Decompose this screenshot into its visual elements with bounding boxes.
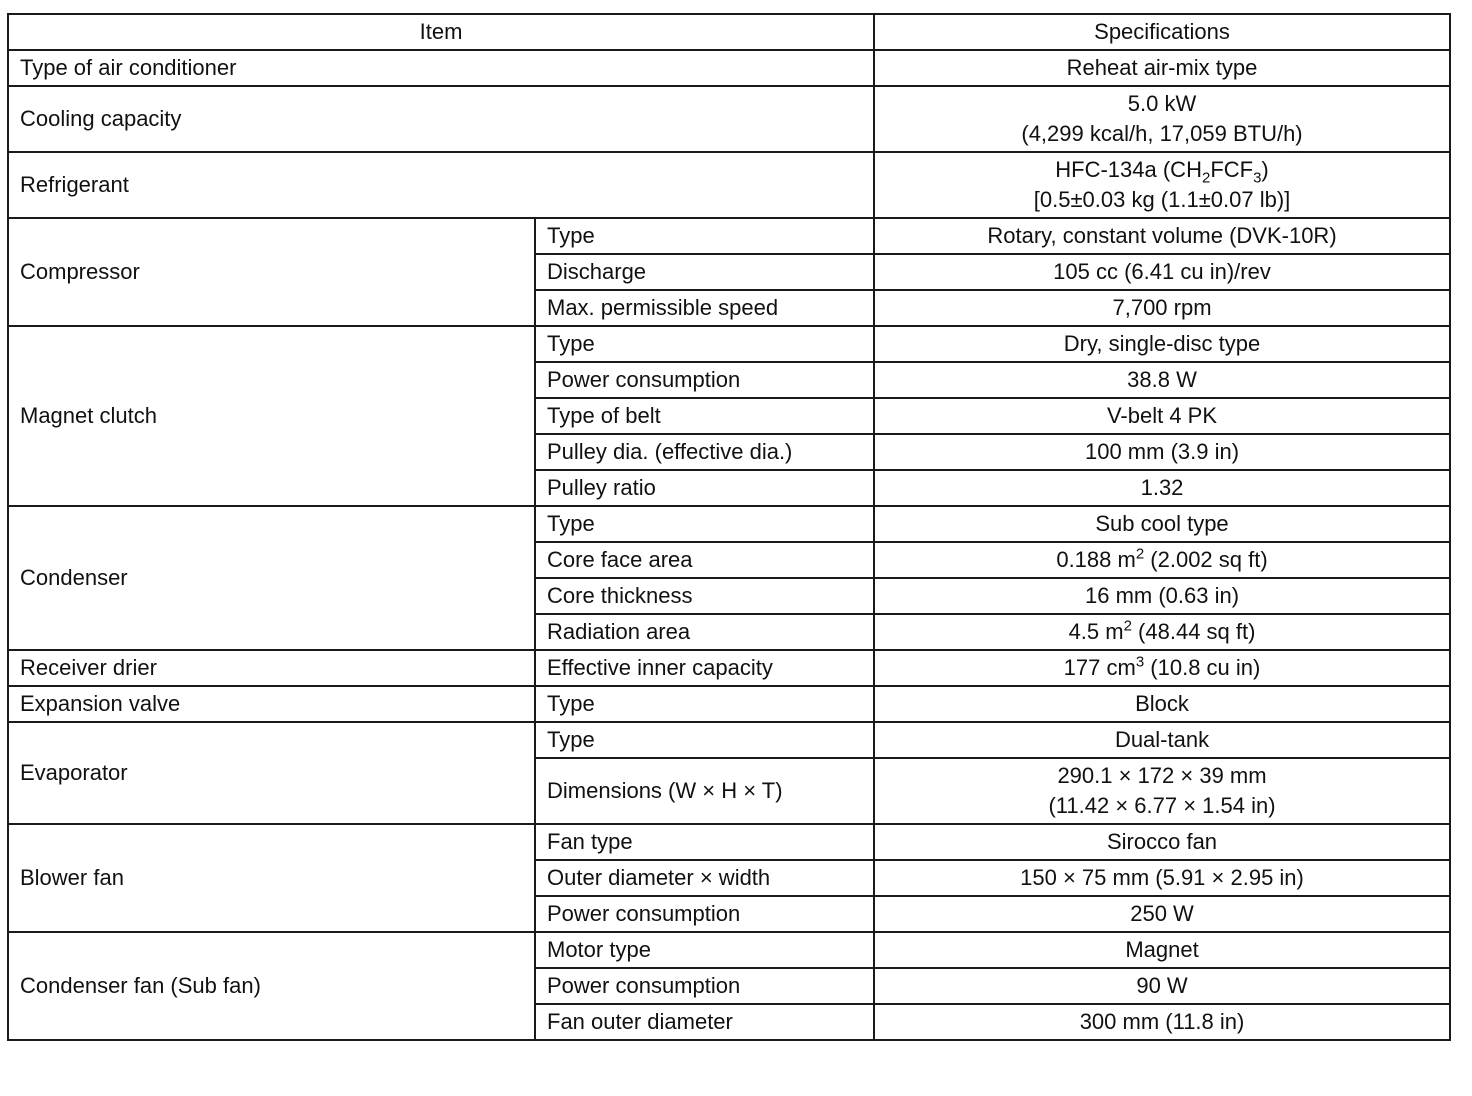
sub-value: V-belt 4 PK xyxy=(874,398,1450,434)
sub-value: Magnet xyxy=(874,932,1450,968)
table-row xyxy=(8,722,1450,758)
sub-value: Rotary, constant volume (DVK-10R) xyxy=(874,218,1450,254)
row-label-compressor: Compressor xyxy=(8,218,535,326)
table-row xyxy=(8,932,1450,968)
row-label-receiver-drier: Receiver drier xyxy=(8,650,535,686)
sub-label: Effective inner capacity xyxy=(535,650,874,686)
row-value-refrigerant xyxy=(874,152,1450,218)
sub-label: Fan type xyxy=(535,824,874,860)
value-pre: 0.188 m xyxy=(1056,547,1136,572)
sub-label: Dimensions (W × H × T) xyxy=(535,758,874,824)
value-post: (48.44 sq ft) xyxy=(1131,619,1256,644)
sub-label: Type xyxy=(535,506,874,542)
sub-label: Max. permissible speed xyxy=(535,290,874,326)
refrigerant-formula xyxy=(1055,157,1269,187)
sub-value: 1.32 xyxy=(874,470,1450,506)
row-value-cooling-capacity xyxy=(874,86,1450,152)
sub-label: Type of belt xyxy=(535,398,874,434)
table-row xyxy=(8,50,1450,86)
row-label-magnet-clutch: Magnet clutch xyxy=(8,326,535,506)
sub-value xyxy=(874,614,1450,650)
table-row xyxy=(8,824,1450,860)
formula-sub1: 2 xyxy=(1201,169,1211,187)
row-value-type-of-ac: Reheat air-mix type xyxy=(874,50,1450,86)
sub-value: 105 cc (6.41 cu in)/rev xyxy=(874,254,1450,290)
table-row xyxy=(8,152,1450,218)
row-label-condenser: Condenser xyxy=(8,506,535,650)
header-item: Item xyxy=(8,14,874,50)
row-label-evaporator: Evaporator xyxy=(8,722,535,824)
value-pre: 4.5 m xyxy=(1068,619,1124,644)
sub-label: Discharge xyxy=(535,254,874,290)
sub-label: Power consumption xyxy=(535,362,874,398)
sub-label: Pulley ratio xyxy=(535,470,874,506)
value-post: (2.002 sq ft) xyxy=(1144,547,1268,572)
sub-value: Sub cool type xyxy=(874,506,1450,542)
table-row xyxy=(8,650,1450,686)
sub-label: Type xyxy=(535,218,874,254)
sub-value xyxy=(874,542,1450,578)
table-row xyxy=(8,686,1450,722)
header-row xyxy=(8,14,1450,50)
sub-value: Dry, single-disc type xyxy=(874,326,1450,362)
sub-label: Radiation area xyxy=(535,614,874,650)
row-label-blower-fan: Blower fan xyxy=(8,824,535,932)
row-label-condenser-fan: Condenser fan (Sub fan) xyxy=(8,932,535,1040)
value-post: (10.8 cu in) xyxy=(1144,655,1261,680)
sub-value: 300 mm (11.8 in) xyxy=(874,1004,1450,1040)
dimensions-line1: 290.1 × 172 × 39 mm xyxy=(1057,763,1267,788)
sub-value: 38.8 W xyxy=(874,362,1450,398)
sub-label: Outer diameter × width xyxy=(535,860,874,896)
sub-value: 7,700 rpm xyxy=(874,290,1450,326)
sub-value xyxy=(874,650,1450,686)
sub-value: 16 mm (0.63 in) xyxy=(874,578,1450,614)
sub-label: Power consumption xyxy=(535,896,874,932)
formula-prefix: HFC-134a (CH xyxy=(1055,157,1202,182)
table-row xyxy=(8,218,1450,254)
header-specifications: Specifications xyxy=(874,14,1450,50)
sub-label: Core thickness xyxy=(535,578,874,614)
row-label-refrigerant: Refrigerant xyxy=(8,152,874,218)
value-sup: 3 xyxy=(1135,653,1145,671)
row-label-expansion-valve: Expansion valve xyxy=(8,686,535,722)
sub-value: Block xyxy=(874,686,1450,722)
sub-label: Motor type xyxy=(535,932,874,968)
sub-value: 250 W xyxy=(874,896,1450,932)
formula-sub2: 3 xyxy=(1253,169,1262,187)
sub-value xyxy=(874,758,1450,824)
sub-value: 90 W xyxy=(874,968,1450,1004)
sub-label: Pulley dia. (effective dia.) xyxy=(535,434,874,470)
table-row xyxy=(8,506,1450,542)
formula-suffix: ) xyxy=(1261,157,1269,182)
table-row xyxy=(8,326,1450,362)
sub-label: Type xyxy=(535,722,874,758)
sub-value: 100 mm (3.9 in) xyxy=(874,434,1450,470)
cooling-value-line1: 5.0 kW xyxy=(1127,91,1197,116)
formula-mid: FCF xyxy=(1210,157,1254,182)
cooling-value-line2: (4,299 kcal/h, 17,059 BTU/h) xyxy=(1021,121,1303,146)
sub-value: Dual-tank xyxy=(874,722,1450,758)
value-sup: 2 xyxy=(1135,545,1145,563)
sub-label: Fan outer diameter xyxy=(535,1004,874,1040)
sub-label: Core face area xyxy=(535,542,874,578)
row-label-cooling-capacity: Cooling capacity xyxy=(8,86,874,152)
refrigerant-amount: [0.5±0.03 kg (1.1±0.07 lb)] xyxy=(1033,187,1291,212)
row-label-type-of-ac: Type of air conditioner xyxy=(8,50,874,86)
dimensions-line2: (11.42 × 6.77 × 1.54 in) xyxy=(1048,793,1276,818)
sub-value: 150 × 75 mm (5.91 × 2.95 in) xyxy=(874,860,1450,896)
sub-label: Type xyxy=(535,326,874,362)
sub-label: Power consumption xyxy=(535,968,874,1004)
value-pre: 177 cm xyxy=(1063,655,1136,680)
sub-value: Sirocco fan xyxy=(874,824,1450,860)
sub-label: Type xyxy=(535,686,874,722)
value-sup: 2 xyxy=(1123,617,1132,635)
specifications-table xyxy=(7,13,1451,1041)
table-row xyxy=(8,86,1450,152)
